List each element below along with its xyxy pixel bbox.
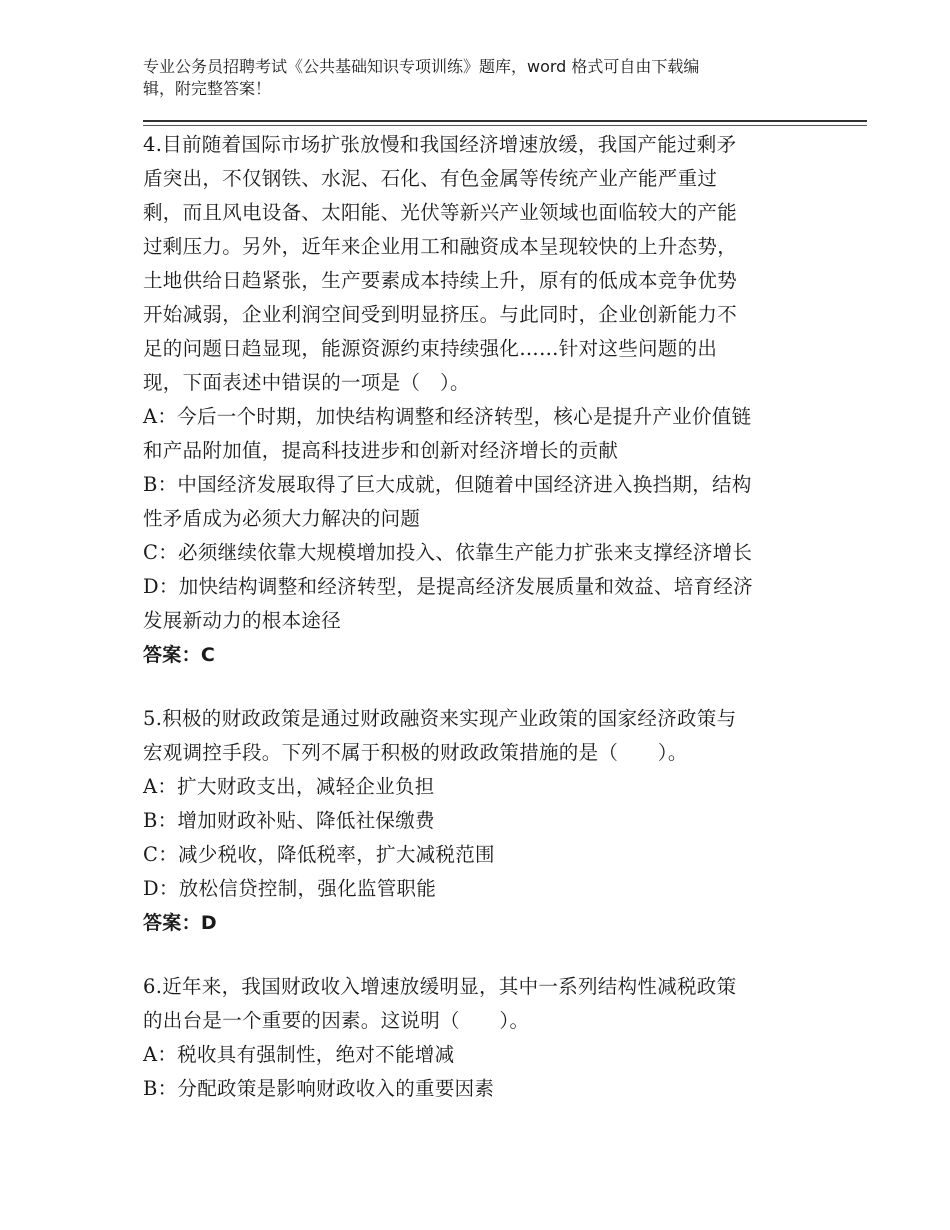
header-rule-thin — [143, 125, 867, 126]
question-block — [143, 702, 843, 940]
option-line: A：税收具有强制性，绝对不能增减 — [143, 1043, 455, 1066]
question-stem-line: 剩，而且风电设备、太阳能、光伏等新兴产业领域也面临较大的产能 — [143, 201, 738, 224]
option-line: 发展新动力的根本途径 — [143, 609, 342, 632]
document-header — [143, 56, 803, 100]
option-line: D：加快结构调整和经济转型，是提高经济发展质量和效益、培育经济 — [143, 575, 753, 598]
question-content — [143, 128, 843, 1106]
question-stem-line: 4.目前随着国际市场扩张放慢和我国经济增速放缓，我国产能过剩矛 — [143, 133, 737, 156]
question-stem-line: 开始减弱，企业利润空间受到明显挤压。与此同时，企业创新能力不 — [143, 303, 738, 326]
header-rule-thick — [143, 120, 867, 122]
question-spacer — [143, 672, 843, 702]
question-spacer — [143, 940, 843, 970]
question-block — [143, 970, 843, 1106]
option-line: C：减少税收，降低税率，扩大减税范围 — [143, 843, 495, 866]
option-line: B：分配政策是影响财政收入的重要因素 — [143, 1077, 495, 1100]
header-line: 专业公务员招聘考试《公共基础知识专项训练》题库，word 格式可自由下载编 — [143, 57, 700, 76]
question-stem-line: 的出台是一个重要的因素。这说明（ ）。 — [143, 1009, 530, 1032]
option-line: C：必须继续依靠大规模增加投入、依靠生产能力扩张来支撑经济增长 — [143, 541, 753, 564]
option-line: B：中国经济发展取得了巨大成就，但随着中国经济进入换挡期，结构 — [143, 473, 752, 496]
question-stem-line: 现，下面表述中错误的一项是（ ）。 — [143, 371, 470, 394]
header-line: 辑，附完整答案！ — [143, 79, 272, 98]
question-stem-line: 盾突出，不仅钢铁、水泥、石化、有色金属等传统产业产能严重过 — [143, 167, 718, 190]
question-stem-line: 5.积极的财政政策是通过财政融资来实现产业政策的国家经济政策与 — [143, 707, 737, 730]
question-stem-line: 过剩压力。另外，近年来企业用工和融资成本呈现较快的上升态势， — [143, 235, 738, 258]
question-stem-line: 土地供给日趋紧张，生产要素成本持续上升，原有的低成本竞争优势 — [143, 269, 738, 292]
option-line: 性矛盾成为必须大力解决的问题 — [143, 507, 421, 530]
question-stem-line: 足的问题日趋显现，能源资源约束持续强化……针对这些问题的出 — [143, 337, 718, 360]
option-line: B：增加财政补贴、降低社保缴费 — [143, 809, 435, 832]
question-stem-line: 6.近年来，我国财政收入增速放缓明显，其中一系列结构性减税政策 — [143, 975, 737, 998]
option-line: A：扩大财政支出，减轻企业负担 — [143, 775, 435, 798]
option-line: 和产品附加值，提高科技进步和创新对经济增长的贡献 — [143, 439, 619, 462]
question-stem-line: 宏观调控手段。下列不属于积极的财政政策措施的是（ ）。 — [143, 741, 688, 764]
question-block — [143, 128, 843, 672]
answer-label: 答案：C — [143, 644, 216, 666]
option-line: D：放松信贷控制，强化监管职能 — [143, 877, 437, 900]
answer-label: 答案：D — [143, 912, 217, 934]
option-line: A：今后一个时期，加快结构调整和经济转型，核心是提升产业价值链 — [143, 405, 752, 428]
